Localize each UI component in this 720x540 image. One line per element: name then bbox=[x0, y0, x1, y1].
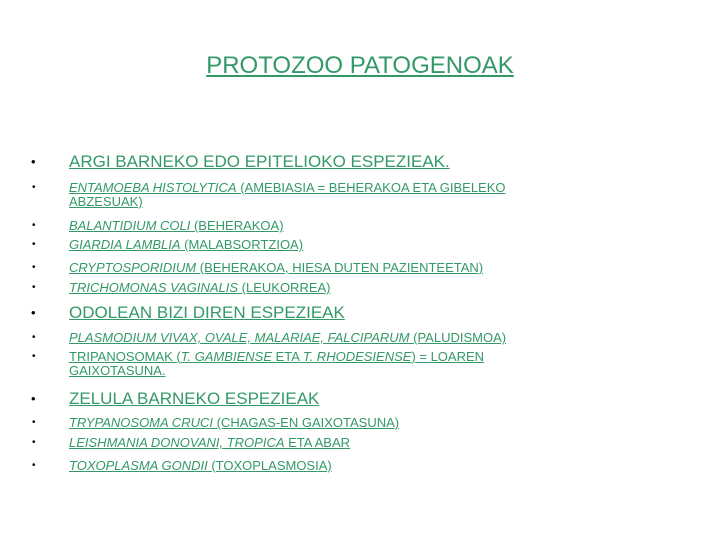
species-name: BALANTIDIUM COLI bbox=[69, 218, 191, 233]
bullet-icon: • bbox=[32, 417, 36, 428]
item-text: ETA bbox=[272, 349, 303, 364]
item-description: (BEHERAKOA) bbox=[190, 218, 284, 233]
species-name: TRICHOMONAS VAGINALIS bbox=[69, 280, 239, 295]
heading-text: ARGI BARNEKO EDO EPITELIOKO ESPEZIEAK. bbox=[69, 152, 450, 171]
bullet-icon: • bbox=[31, 305, 36, 320]
bullet-icon: • bbox=[31, 391, 36, 406]
item-description-continued: GAIXOTASUNA. bbox=[69, 363, 166, 378]
bullet-icon: • bbox=[32, 282, 36, 293]
species-name: T. GAMBIENSE bbox=[180, 349, 272, 364]
bullet-icon: • bbox=[32, 460, 36, 471]
item-description: (TOXOPLASMOSIA) bbox=[207, 458, 332, 473]
heading-text: ZELULA BARNEKO ESPEZIEAK bbox=[69, 389, 320, 408]
item-description: ETA ABAR bbox=[284, 435, 351, 450]
bullet-icon: • bbox=[32, 351, 36, 362]
species-name: LEISHMANIA DONOVANI, TROPICA bbox=[69, 435, 285, 450]
species-name: PLASMODIUM VIVAX, OVALE, MALARIAE, FALCIPARUM bbox=[69, 330, 410, 345]
species-name: TRYPANOSOMA CRUCI bbox=[69, 415, 213, 430]
species-name: CRYPTOSPORIDIUM bbox=[69, 260, 197, 275]
heading-text: ODOLEAN BIZI DIREN ESPEZIEAK bbox=[69, 303, 345, 322]
bullet-icon: • bbox=[32, 262, 36, 273]
species-name: ENTAMOEBA HISTOLYTICA bbox=[69, 180, 237, 195]
item-description-continued: ABZESUAK) bbox=[69, 194, 143, 209]
bullet-icon: • bbox=[32, 437, 36, 448]
item-description: (PALUDISMOA) bbox=[409, 330, 507, 345]
page-title: PROTOZOO PATOGENOAK bbox=[206, 52, 514, 79]
item-description: (BEHERAKOA, HIESA DUTEN PAZIENTEETAN) bbox=[196, 260, 484, 275]
bullet-icon: • bbox=[31, 154, 36, 169]
bullet-icon: • bbox=[32, 220, 36, 231]
bullet-icon: • bbox=[32, 182, 36, 193]
item-text: ) = LOAREN bbox=[411, 349, 485, 364]
item-description: (CHAGAS-EN GAIXOTASUNA) bbox=[212, 415, 400, 430]
item-description: (MALABSORTZIOA) bbox=[180, 237, 304, 252]
item-description: (AMEBIASIA = BEHERAKOA ETA GIBELEKO bbox=[236, 180, 506, 195]
species-name: GIARDIA LAMBLIA bbox=[69, 237, 181, 252]
item-description: (LEUKORREA) bbox=[238, 280, 331, 295]
bullet-icon: • bbox=[32, 239, 36, 250]
species-name: TOXOPLASMA GONDII bbox=[69, 458, 208, 473]
bullet-icon: • bbox=[32, 332, 36, 343]
item-text: TRIPANOSOMAK ( bbox=[69, 349, 181, 364]
species-name: T. RHODESIENSE bbox=[302, 349, 412, 364]
